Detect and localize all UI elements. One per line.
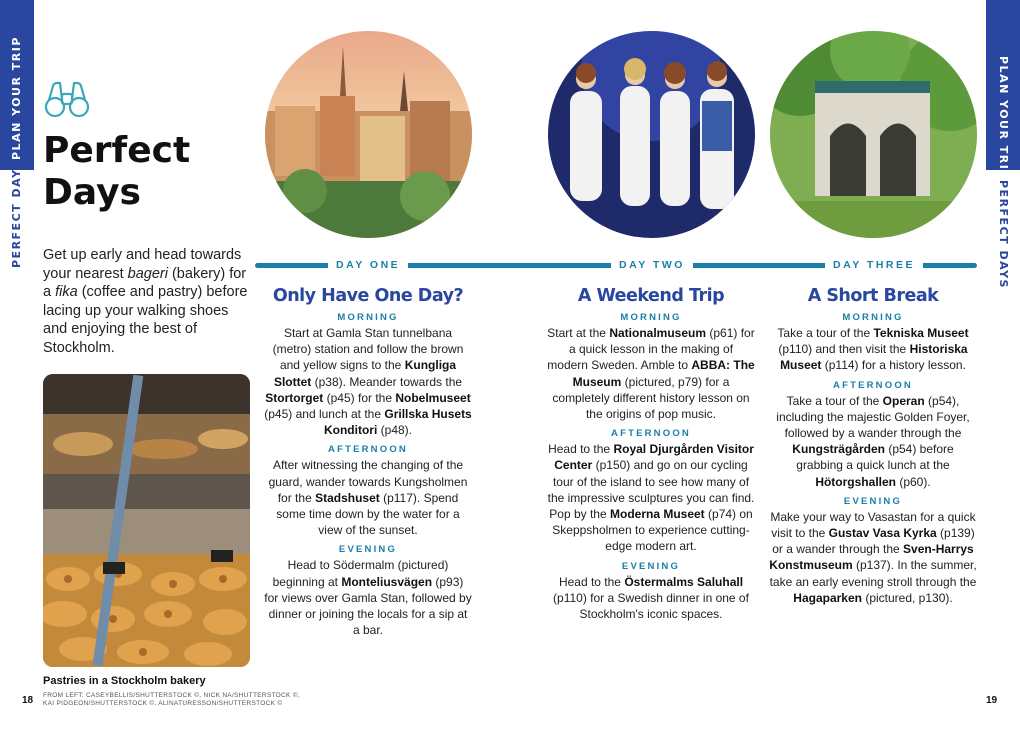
afternoon-label: AFTERNOON <box>328 444 408 456</box>
day-two-morning: Start at the Nationalmuseum (p61) for a quick lesson in the making of modern Sweden. Amble to ABBA: The Museum (pictured, p79) for a completely different history lesson on the origins of pop music. <box>547 326 755 422</box>
day-three-heading: A Short Break <box>807 286 939 306</box>
evening-label: EVENING <box>621 560 681 572</box>
right-spine <box>986 0 1020 289</box>
day-one-heading: Only Have One Day? <box>272 286 464 306</box>
intro-text: Get up early and head towards your nearest bageri (bakery) for a fika (coffee and pastry) before lacing up your walking shoes and enjoying the best of Stockholm. <box>43 247 248 356</box>
spine-chapter-label: PERFECT DAYS <box>10 159 23 268</box>
bakery-photo <box>43 374 250 667</box>
page-title <box>43 130 190 214</box>
abba-museum-photo <box>548 31 755 238</box>
day-one-label: DAY ONE <box>328 259 408 271</box>
morning-label: MORNING <box>620 312 682 323</box>
day-three-label: DAY THREE <box>825 259 923 271</box>
page-number-right: 19 <box>986 695 998 706</box>
title-line-1: Perfect <box>43 130 191 171</box>
day-two-afternoon: Head to the Royal Djurgården Visitor Center (p150) and go on our cycling tour of the island to see how many of the impressive sculptures you can find. Pop by the Moderna Museet (p74) on Skeppsholmen to experience cutting-edge modern art. <box>547 442 755 554</box>
spine-chapter-label: PERFECT DAYS <box>997 180 1010 289</box>
day-one-evening: Head to Södermalm (pictured) beginning at Monteliusvägen (p93) for views over Gamla Stan, followed by dinner or joining the locals for a sip at a bar. <box>264 558 472 638</box>
photo-credits: FROM LEFT: CASEYBELLIS/SHUTTERSTOCK ©, NICK NA/SHUTTERSTOCK ©, KAI PIDGEON/SHUTTERSTOCK ©, ALINATURESSON/SHUTTERSTOCK © <box>43 692 300 707</box>
left-spine <box>0 0 34 270</box>
day-two-label: DAY TWO <box>611 259 693 271</box>
day-three-morning: Take a tour of the Tekniska Museet (p110) and then visit the Historiska Museet (p114) for a history lesson. <box>777 326 969 373</box>
page-number-left: 18 <box>22 695 34 706</box>
gamla-stan-photo <box>265 31 472 238</box>
afternoon-label: AFTERNOON <box>833 379 913 391</box>
evening-label: EVENING <box>843 495 903 507</box>
day-three-evening: Make your way to Vasastan for a quick visit to the Gustav Vasa Kyrka (p139) or a wander through the Sven-Harrys Konstmuseum (p137). In the summer, take an early evening stroll through the Hagaparken (pictured, p130). <box>769 509 977 605</box>
day-one-morning: Start at Gamla Stan tunnelbana (metro) station and follow the brown and yellow signs to the Kungliga Slottet (p38). Meander towards the Stortorget (p45) for the Nobelmuseet (p45) and lunch at the Grillska Husets Konditori (p48). <box>264 326 472 438</box>
spine-section-label: PLAN YOUR TRIP <box>10 36 23 160</box>
afternoon-label: AFTERNOON <box>611 428 691 440</box>
evening-label: EVENING <box>338 544 398 556</box>
morning-label: MORNING <box>842 312 904 323</box>
day-one-column <box>264 286 472 638</box>
day-three-column <box>769 286 977 606</box>
day-one-afternoon: After witnessing the changing of the guard, wander towards Kungsholmen for the Stadshuset (p117). Spend some time down by the water for a view of the sunset. <box>268 458 468 538</box>
title-line-2: Days <box>43 172 141 213</box>
spine-section-label: PLAN YOUR TRIP <box>997 56 1010 180</box>
day-two-column <box>547 286 755 622</box>
day-three-afternoon: Take a tour of the Operan (p54), including the majestic Golden Foyer, followed by a wander through the Kungsträgården (p54) before grabbing a quick lunch at the Hötorgshallen (p60). <box>776 393 970 489</box>
day-two-evening: Head to the Östermalms Saluhall (p110) for a Swedish dinner in one of Stockholm's iconic spaces. <box>553 574 749 622</box>
hagaparken-photo <box>770 31 977 238</box>
photo-caption: Pastries in a Stockholm bakery <box>43 675 206 687</box>
day-two-heading: A Weekend Trip <box>577 286 725 306</box>
morning-label: MORNING <box>337 312 399 323</box>
day-timeline <box>255 261 977 269</box>
binoculars-icon <box>43 80 91 118</box>
